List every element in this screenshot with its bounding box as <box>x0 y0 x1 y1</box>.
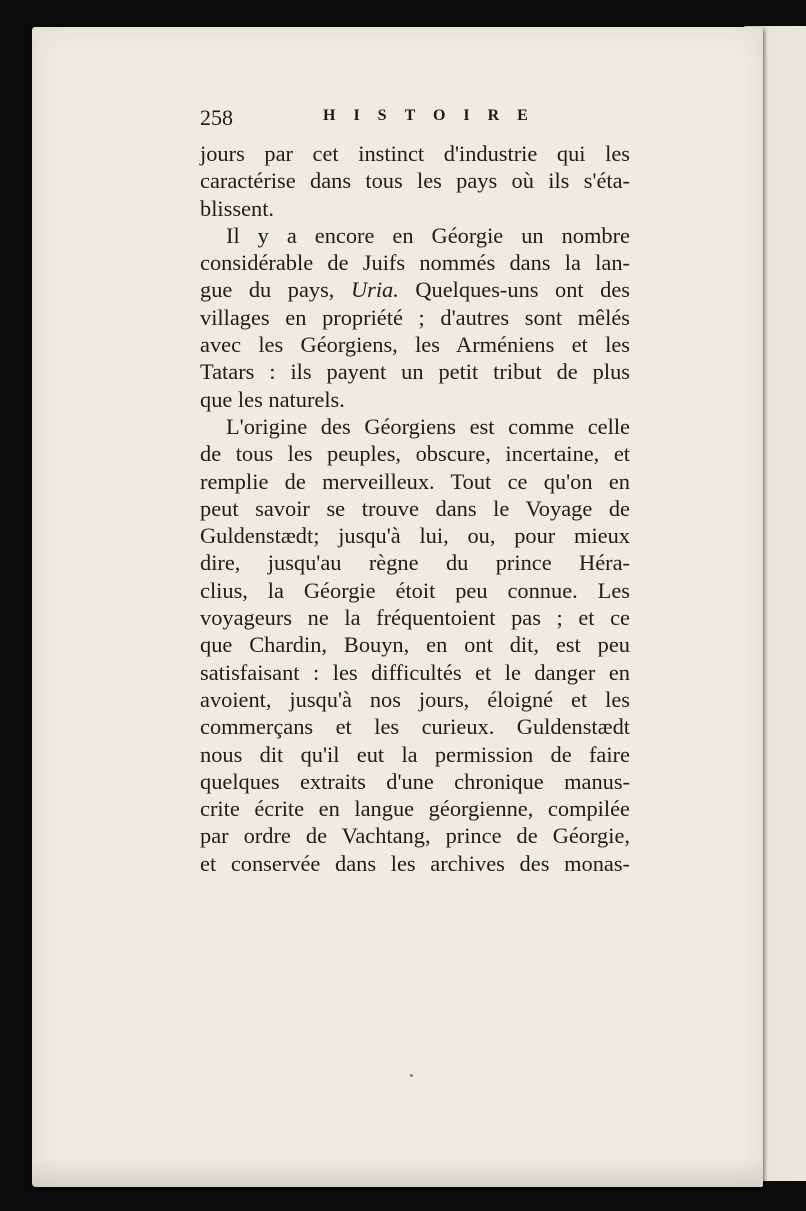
text-line: de tous les peuples, obscure, incertaine, et <box>200 441 630 467</box>
text-line: dire, jusqu'au règne du prince Héra- <box>200 550 630 576</box>
text-line: L'origine des Géorgiens est comme celle <box>226 413 630 439</box>
page-number: 258 <box>200 105 233 130</box>
text-line: satisfaisant : les difficultés et le danger en <box>200 659 630 685</box>
text-line: Tatars : ils payent un petit tribut de plus <box>200 359 630 385</box>
text-line: quelques extraits d'une chronique manus- <box>200 768 630 794</box>
text-line: caractérise dans tous les pays où ils s'éta- <box>200 168 630 194</box>
text-line: villages en propriété ; d'autres sont mêlés <box>200 304 630 330</box>
page-heading: HISTOIRE <box>323 107 546 124</box>
text-line: blissent. <box>200 195 275 221</box>
text-line: que les naturels. <box>200 386 345 412</box>
text-segment: gue du pays, <box>200 277 351 303</box>
text-line: peut savoir se trouve dans le Voyage de <box>200 495 630 521</box>
running-head <box>200 105 640 135</box>
text-line: nous dit qu'il eut la permission de faire <box>200 741 630 767</box>
text-line: et conservée dans les archives des monas- <box>200 850 630 876</box>
italic-word: Uria. <box>350 277 399 303</box>
text-line: considérable de Juifs nommés dans la lan- <box>200 250 630 276</box>
text-line: jours par cet instinct d'industrie qui les <box>200 141 630 166</box>
text-line <box>200 276 630 303</box>
text-line: avoient, jusqu'à nos jours, éloigné et les <box>200 686 630 712</box>
text-line: voyageurs ne la fréquentoient pas ; et ce <box>200 605 630 631</box>
text-line: par ordre de Vachtang, prince de Géorgie, <box>200 823 630 849</box>
body-text <box>200 140 630 877</box>
text-line: clius, la Géorgie étoit peu connue. Les <box>200 577 630 603</box>
text-line: crite écrite en langue géorgienne, compilée <box>200 796 630 822</box>
text-line: Il y a encore en Géorgie un nombre <box>226 222 630 248</box>
text-segment: Quelques-uns ont des <box>398 277 630 303</box>
text-line: avec les Géorgiens, les Arméniens et les <box>200 332 630 358</box>
text-line: commerçans et les curieux. Guldenstædt <box>200 714 630 740</box>
text-line: remplie de merveilleux. Tout ce qu'on en <box>200 468 630 494</box>
paper-speck <box>410 1074 413 1077</box>
text-line: que Chardin, Bouyn, en ont dit, est peu <box>200 632 630 658</box>
text-line: Guldenstædt; jusqu'à lui, ou, pour mieux <box>200 523 630 549</box>
